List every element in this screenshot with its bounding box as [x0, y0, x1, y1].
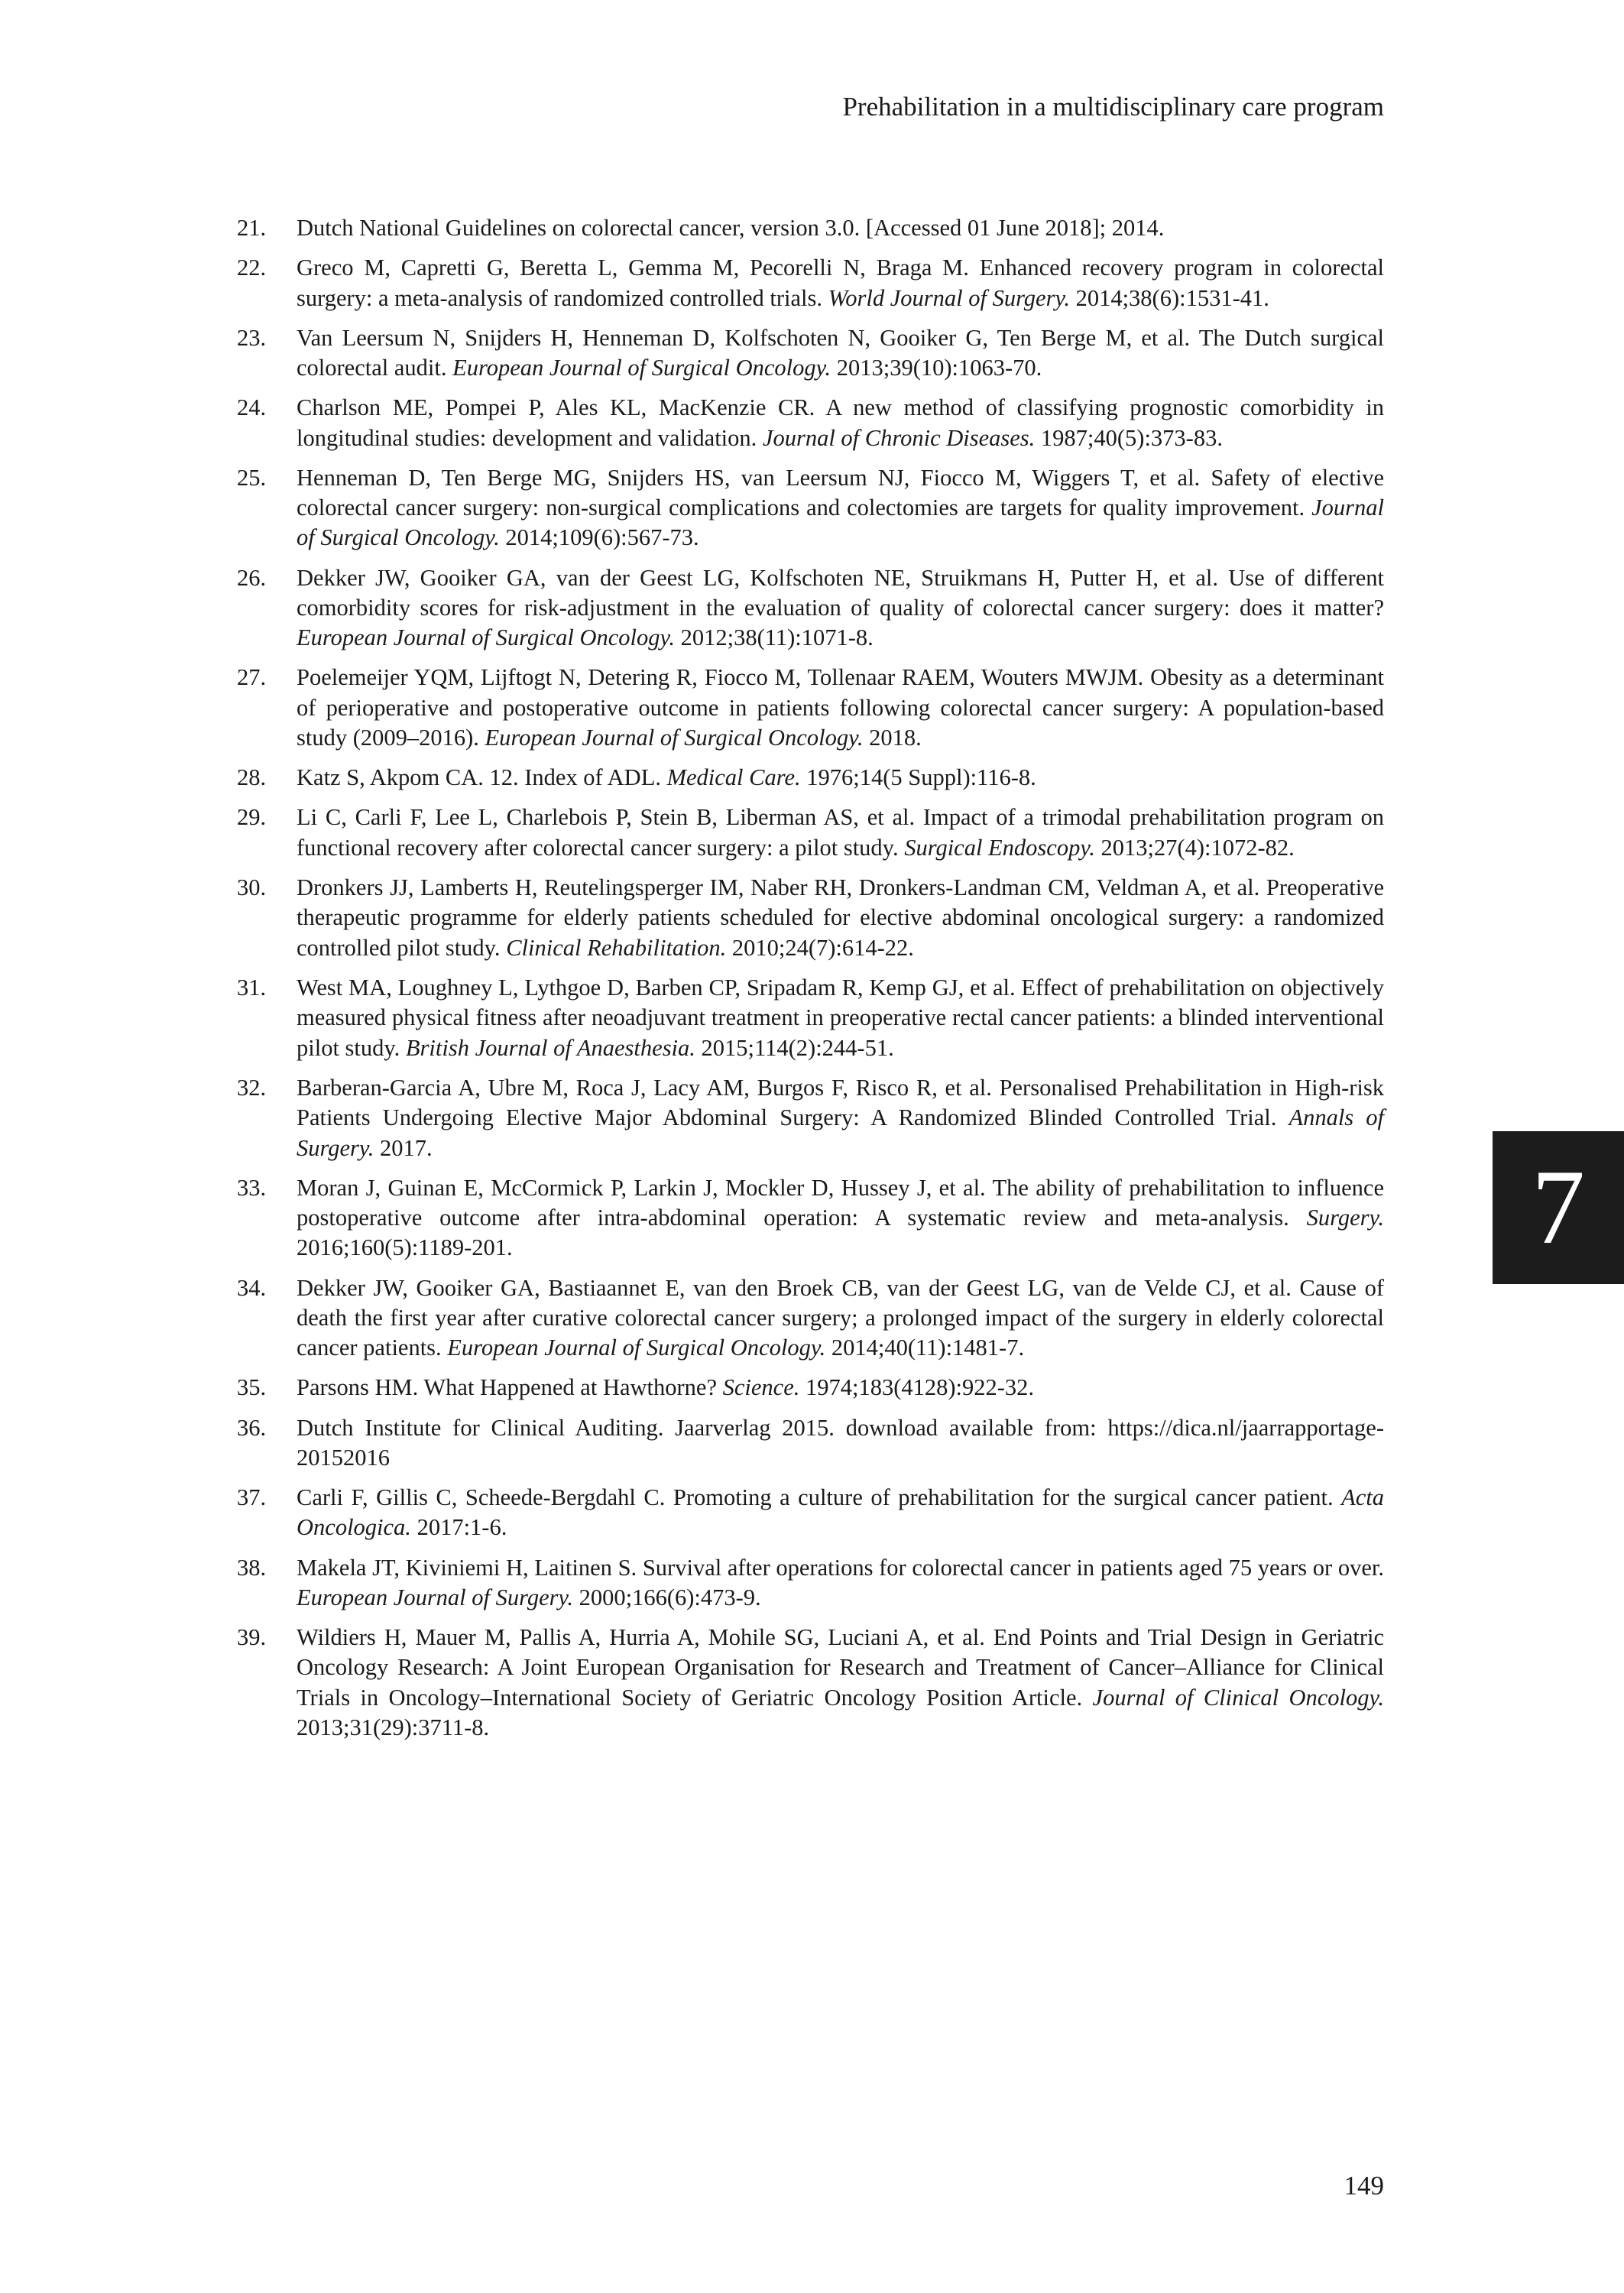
reference-text: [297, 1623, 1384, 1743]
reference-text: [297, 323, 1384, 384]
reference-authors-title: Van Leersum N, Snijders H, Henneman D, Kolfschoten N, Gooiker G, Ten Berge M, et al. The Dutch surgical colorectal audit.: [297, 324, 1384, 381]
reference-authors-title: Barberan-Garcia A, Ubre M, Roca J, Lacy AM, Burgos F, Risco R, et al. Personalised Prehabilitation in High-risk Patients Undergoing Elective Major Abdominal Surgery: A Randomized Blinded Controlled Trial.: [297, 1074, 1384, 1131]
reference-number: 22.: [237, 255, 267, 281]
reference-citation: 2016;160(5):1189-201.: [297, 1234, 513, 1261]
reference-authors-title: West MA, Loughney L, Lythgoe D, Barben CP, Sripadam R, Kemp GJ, et al. Effect of prehabilitation on objectively measured physical fitness after neoadjuvant treatment in preoperative rectal cancer patients: a blinded interventional pilot study.: [297, 974, 1384, 1061]
reference-journal: Journal of Clinical Oncology.: [1092, 1684, 1384, 1711]
reference-text: [297, 763, 1384, 793]
reference-item: [237, 323, 1384, 384]
reference-journal: Journal of Chronic Diseases.: [762, 424, 1036, 451]
reference-number: 21.: [237, 215, 267, 241]
reference-text: [297, 253, 1384, 313]
reference-list: [237, 213, 1384, 1753]
reference-item: [237, 1553, 1384, 1614]
reference-number: 38.: [237, 1554, 267, 1581]
reference-authors-title: Dronkers JJ, Lamberts H, Reutelingsperger IM, Naber RH, Dronkers-Landman CM, Veldman A, et al. Preoperative therapeutic programme for elderly patients scheduled for elective abdominal oncological surgery: a randomized controlled pilot study.: [297, 874, 1384, 961]
reference-citation: 2014;38(6):1531-41.: [1075, 284, 1269, 311]
reference-item: [237, 463, 1384, 553]
reference-journal: Annals of Surgery.: [297, 1104, 1385, 1161]
reference-text: [297, 663, 1384, 753]
reference-text: [297, 213, 1384, 243]
reference-item: [237, 973, 1384, 1063]
reference-text: [297, 873, 1384, 963]
reference-item: [237, 1373, 1384, 1403]
reference-citation: 1976;14(5 Suppl):116-8.: [806, 764, 1036, 791]
reference-journal: Journal of Surgical Oncology.: [297, 495, 1385, 551]
reference-journal: British Journal of Anaesthesia.: [405, 1034, 695, 1061]
reference-number: 23.: [237, 324, 267, 351]
reference-number: 35.: [237, 1374, 267, 1401]
reference-authors-title: Charlson ME, Pompei P, Ales KL, MacKenzie CR. A new method of classifying prognostic comorbidity in longitudinal studies: development and validation.: [297, 394, 1384, 451]
reference-journal: European Journal of Surgical Oncology.: [485, 725, 864, 751]
reference-journal: World Journal of Surgery.: [828, 284, 1070, 311]
reference-number: 30.: [237, 874, 267, 900]
reference-journal: Clinical Rehabilitation.: [506, 934, 727, 961]
reference-authors-title: Moran J, Guinan E, McCormick P, Larkin J, Mockler D, Hussey J, et al. The ability of prehabilitation to influence postoperative outcome after intra-abdominal operation: A systematic review and meta-analysis.: [297, 1174, 1384, 1231]
reference-item: [237, 393, 1384, 453]
reference-item: [237, 873, 1384, 963]
reference-journal: Science.: [722, 1374, 800, 1401]
chapter-number: 7: [1532, 1148, 1585, 1267]
reference-text: [297, 1173, 1384, 1263]
reference-journal: European Journal of Surgical Oncology.: [447, 1335, 826, 1361]
reference-text: [297, 1483, 1384, 1543]
reference-number: 36.: [237, 1414, 267, 1441]
reference-item: [237, 563, 1384, 654]
reference-text: [297, 1413, 1384, 1474]
reference-item: [237, 1413, 1384, 1474]
reference-citation: 2013;27(4):1072-82.: [1100, 834, 1295, 861]
reference-text: [297, 1373, 1384, 1403]
reference-text: [297, 973, 1384, 1063]
reference-authors-title: Li C, Carli F, Lee L, Charlebois P, Stein B, Liberman AS, et al. Impact of a trimodal prehabilitation program on functional recovery after colorectal cancer surgery: a pilot study.: [297, 804, 1384, 861]
reference-authors-title: Dekker JW, Gooiker GA, van der Geest LG, Kolfschoten NE, Struikmans H, Putter H, et al. Use of different comorbidity scores for risk-adjustment in the evaluation of quality of colorectal cancer surgery: does it matter?: [297, 564, 1384, 621]
reference-citation: 2013;31(29):3711-8.: [297, 1714, 490, 1741]
reference-authors-title: Henneman D, Ten Berge MG, Snijders HS, van Leersum NJ, Fiocco M, Wiggers T, et al. Safety of elective colorectal cancer surgery: non-surgical complications and colectomies are targets for quality improvement.: [297, 464, 1384, 521]
reference-authors-title: Makela JT, Kiviniemi H, Laitinen S. Survival after operations for colorectal cancer in patients aged 75 years or over.: [297, 1554, 1384, 1581]
reference-citation: 1987;40(5):373-83.: [1040, 424, 1223, 451]
reference-text: [297, 803, 1384, 863]
reference-item: [237, 1483, 1384, 1543]
reference-citation: 2015;114(2):244-51.: [701, 1034, 894, 1061]
page-number: 149: [1344, 2171, 1384, 2201]
reference-citation: 2010;24(7):614-22.: [731, 934, 914, 961]
reference-journal: European Journal of Surgical Oncology.: [452, 355, 831, 381]
reference-item: [237, 1173, 1384, 1263]
reference-number: 27.: [237, 664, 267, 691]
reference-authors-title: Katz S, Akpom CA. 12. Index of ADL.: [297, 764, 661, 791]
reference-item: [237, 253, 1384, 313]
reference-item: [237, 803, 1384, 863]
reference-number: 37.: [237, 1484, 267, 1511]
reference-authors-title: Greco M, Capretti G, Beretta L, Gemma M, Pecorelli N, Braga M. Enhanced recovery program in colorectal surgery: a meta-analysis of randomized controlled trials.: [297, 255, 1384, 311]
reference-number: 26.: [237, 564, 267, 591]
reference-number: 29.: [237, 804, 267, 831]
reference-number: 34.: [237, 1274, 267, 1301]
reference-authors-title: Wildiers H, Mauer M, Pallis A, Hurria A, Mohile SG, Luciani A, et al. End Points and Trial Design in Geriatric Oncology Research: A Joint European Organisation for Research and Treatment of Cancer–Alliance for Clinical Trials in Oncology–International Society of Geriatric Oncology Position Article.: [297, 1624, 1384, 1711]
reference-text: [297, 393, 1384, 453]
reference-citation: 2017.: [380, 1134, 433, 1161]
reference-number: 33.: [237, 1174, 267, 1201]
reference-citation: 2018.: [869, 725, 922, 751]
reference-text: [297, 1073, 1384, 1163]
reference-citation: 2014;109(6):567-73.: [505, 524, 699, 551]
running-head: Prehabilitation in a multidisciplinary care program: [842, 92, 1384, 122]
reference-number: 39.: [237, 1624, 267, 1651]
reference-number: 31.: [237, 974, 267, 1001]
reference-journal: European Journal of Surgical Oncology.: [297, 624, 675, 651]
reference-journal: Surgical Endoscopy.: [904, 834, 1095, 861]
reference-authors-title: Dutch National Guidelines on colorectal cancer, version 3.0. [Accessed 01 June 2018]; 2014.: [297, 215, 1165, 241]
chapter-tab: [1493, 1131, 1624, 1284]
reference-citation: 2000;166(6):473-9.: [579, 1584, 761, 1610]
reference-journal: Surgery.: [1306, 1205, 1384, 1231]
reference-item: [237, 213, 1384, 243]
reference-journal: Medical Care.: [666, 764, 801, 791]
reference-item: [237, 663, 1384, 753]
reference-item: [237, 1073, 1384, 1163]
reference-number: 25.: [237, 464, 267, 491]
reference-item: [237, 1273, 1384, 1364]
reference-text: [297, 1553, 1384, 1614]
reference-number: 28.: [237, 764, 267, 791]
reference-authors-title: Dekker JW, Gooiker GA, Bastiaannet E, van den Broek CB, van der Geest LG, van de Velde CJ, et al. Cause of death the first year after curative colorectal cancer surgery; a prolonged impact of the surgery in elderly colorectal cancer patients.: [297, 1274, 1384, 1361]
reference-authors-title: Parsons HM. What Happened at Hawthorne?: [297, 1374, 717, 1401]
reference-text: [297, 1273, 1384, 1364]
reference-text: [297, 563, 1384, 654]
reference-number: 32.: [237, 1074, 267, 1101]
reference-citation: 2013;39(10):1063-70.: [836, 355, 1042, 381]
reference-item: [237, 763, 1384, 793]
reference-item: [237, 1623, 1384, 1743]
reference-text: [297, 463, 1384, 553]
reference-journal: European Journal of Surgery.: [297, 1584, 574, 1610]
reference-number: 24.: [237, 394, 267, 421]
reference-citation: 1974;183(4128):922-32.: [805, 1374, 1035, 1401]
reference-journal: Acta Oncologica.: [297, 1484, 1384, 1541]
reference-citation: 2014;40(11):1481-7.: [831, 1335, 1025, 1361]
reference-citation: 2012;38(11):1071-8.: [680, 624, 874, 651]
reference-authors-title: Carli F, Gillis C, Scheede-Bergdahl C. Promoting a culture of prehabilitation for the surgical cancer patient.: [297, 1484, 1334, 1511]
reference-authors-title: Dutch Institute for Clinical Auditing. Jaarverlag 2015. download available from: https://dica.nl/jaarrapportage-20152016: [297, 1414, 1384, 1471]
reference-authors-title: Poelemeijer YQM, Lijftogt N, Detering R, Fiocco M, Tollenaar RAEM, Wouters MWJM. Obesity as a determinant of perioperative and postoperative outcome in patients following colorectal cancer surgery: A population-based study (2009–2016).: [297, 664, 1384, 751]
reference-citation: 2017:1-6.: [417, 1514, 507, 1541]
